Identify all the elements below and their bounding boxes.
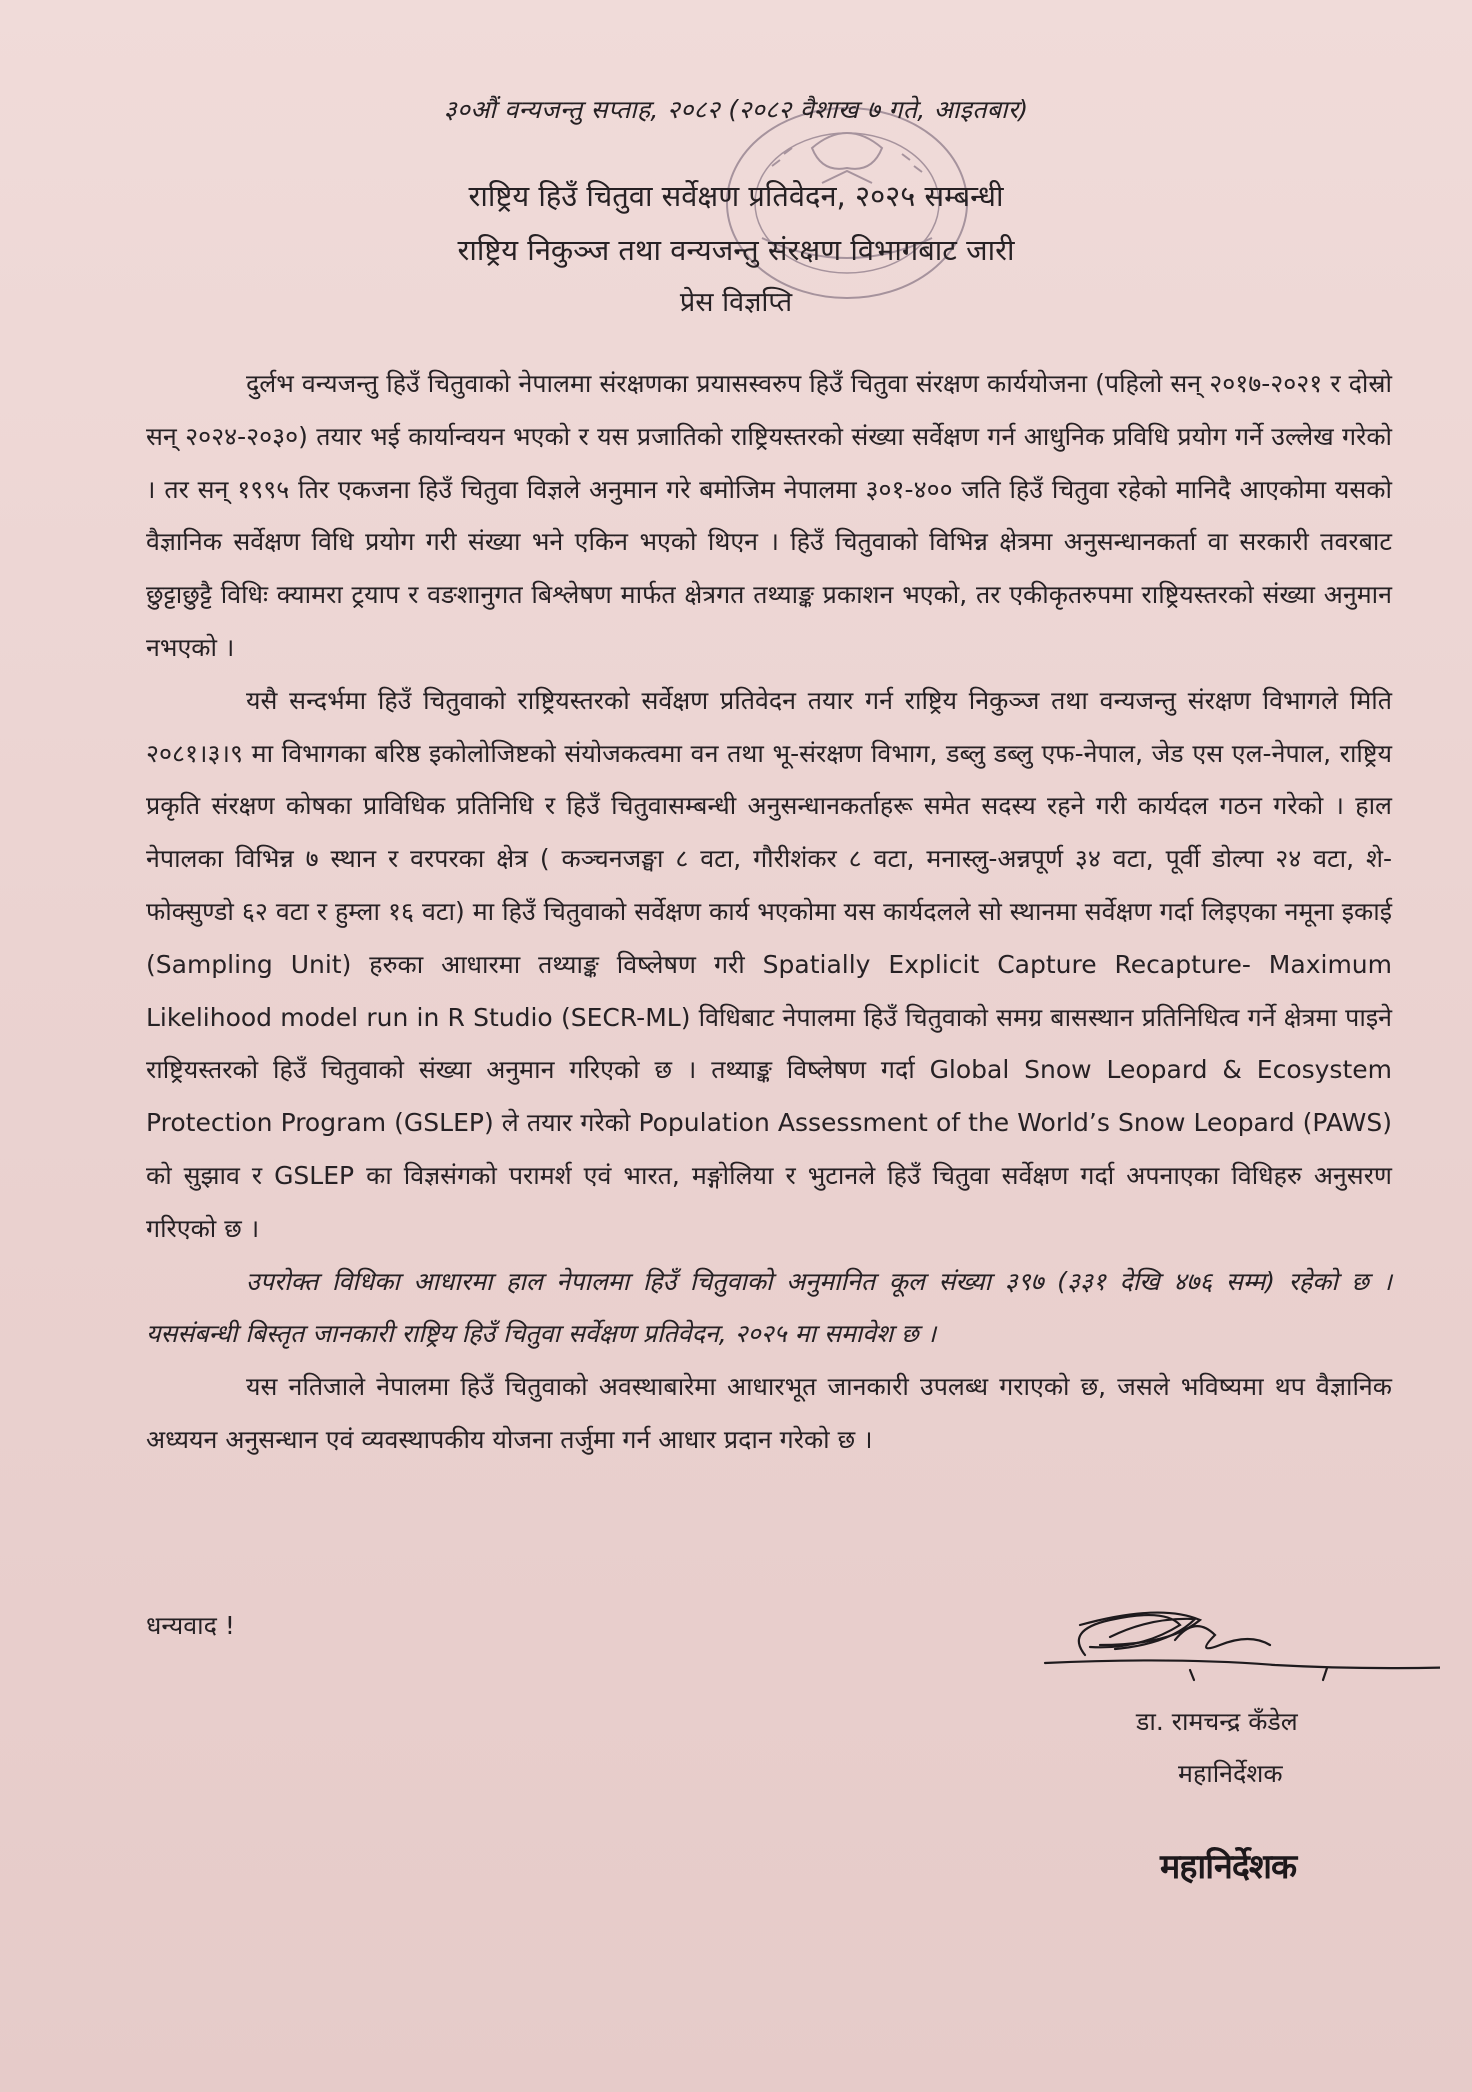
paragraph-background: दुर्लभ वन्यजन्तु हिउँ चितुवाको नेपालमा संरक्षणका प्रयासस्वरुप हिउँ चितुवा संरक्षण कार्ययोजना (पहिलो सन् २०१७-२०२१ र दोस्रो सन् २०२४-२०३०) तयार भई कार्यान्वयन भएको र यस प्रजातिको राष्ट्रियस्तरको संख्या सर्वेक्षण गर्न आधुनिक प्रविधि प्रयोग गर्ने उल्लेख गरेको । तर सन् १९९५ तिर एकजना हिउँ चितुवा विज्ञले अनुमान गरे बमोजिम नेपालमा ३०१-४०० जति हिउँ चितुवा रहेको मानिदै आएकोमा यसको वैज्ञानिक सर्वेक्षण विधि प्रयोग गरी संख्या भने एकिन भएको थिएन । हिउँ चितुवाको विभिन्न क्षेत्रमा अनुसन्धानकर्ता वा सरकारी तवरबाट छुट्टाछुट्टै विधिः क्यामरा ट्रयाप र वङशानुगत बिश्लेषण मार्फत क्षेत्रगत तथ्याङ्क प्रकाशन भएको, तर एकीकृतरुपमा राष्ट्रियस्तरको संख्या अनुमान नभएको । <box>146 369 1392 662</box>
paragraph-conclusion: यस नतिजाले नेपालमा हिउँ चितुवाको अवस्थाबारेमा आधारभूत जानकारी उपलब्ध गराएको छ, जसले भविष्यमा थप वैज्ञानिक अध्ययन अनुसन्धान एवं व्यवस्थापकीय योजना तर्जुमा गर्न आधार प्रदान गरेको छ । <box>146 1372 1392 1454</box>
signatory-title: महानिर्देशक <box>1178 1759 1283 1788</box>
occasion-line: ३०औं वन्यजन्तु सप्ताह, २०८२ (२०८२ वैशाख ७ गते, आइतबार) <box>443 95 1029 124</box>
press-release-body <box>146 358 1392 1467</box>
page-title-line-1: राष्ट्रिय हिउँ चितुवा सर्वेक्षण प्रतिवेदन, २०२५ सम्बन्धी <box>468 179 1004 213</box>
title-stamp: महानिर्देशक <box>1160 1847 1297 1887</box>
signatory-name: डा. रामचन्द्र कँडेल <box>1136 1707 1298 1736</box>
paragraph-methodology: यसै सन्दर्भमा हिउँ चितुवाको राष्ट्रियस्तरको सर्वेक्षण प्रतिवेदन तयार गर्न राष्ट्रिय निकुञ्ज तथा वन्यजन्तु संरक्षण विभागले मिति २०८१।३।९ मा विभागका बरिष्ठ इकोलोजिष्टको संयोजकत्वमा वन तथा भू-संरक्षण विभाग, डब्लु डब्लु एफ-नेपाल, जेड एस एल-नेपाल, राष्ट्रिय प्रकृति संरक्षण कोषका प्राविधिक प्रतिनिधि र हिउँ चितुवासम्बन्धी अनुसन्धानकर्ताहरू समेत सदस्य रहने गरी कार्यदल गठन गरेको । हाल नेपालका विभिन्न ७ स्थान र वरपरका क्षेत्र ( कञ्चनजङ्घा ८ वटा, गौरीशंकर ८ वटा, मनास्लु-अन्नपूर्ण ३४ वटा, पूर्वी डोल्पा २४ वटा, शे-फोक्सुण्डो ६२ वटा र हुम्ला १६ वटा) मा हिउँ चितुवाको सर्वेक्षण कार्य भएकोमा यस कार्यदलले सो स्थानमा सर्वेक्षण गर्दा लिइएका नमूना इकाई (Sampling Unit) हरुका आधारमा तथ्याङ्क विष्लेषण गरी Spatially Explicit Capture Recapture- Maximum Likelihood model run in R Studio (SECR-ML) विधिबाट नेपालमा हिउँ चितुवाको समग्र बासस्थान प्रतिनिधित्व गर्ने क्षेत्रमा पाइने राष्ट्रियस्तरको हिउँ चितुवाको संख्या अनुमान गरिएको छ । तथ्याङ्क विष्लेषण गर्दा Global Snow Leopard & Ecosystem Protection Program (GSLEP) ले तयार गरेको Population Assessment of the World’s Snow Leopard (PAWS) को सुझाव र GSLEP का विज्ञसंगको परामर्श एवं भारत, मङ्गोलिया र भुटानले हिउँ चितुवा सर्वेक्षण गर्दा अपनाएका विधिहरु अनुसरण गरिएको छ । <box>146 685 1392 1243</box>
page-title-line-2: राष्ट्रिय निकुञ्ज तथा वन्यजन्तु संरक्षण विभागबाट जारी <box>457 233 1015 267</box>
page-title-press-release: प्रेस विज्ञप्ति <box>679 287 793 318</box>
closing-thanks: धन्यवाद ! <box>146 1611 235 1640</box>
paragraph-result: उपरोक्त विधिका आधारमा हाल नेपालमा हिउँ चितुवाको अनुमानित कूल संख्या ३९७ (३३१ देखि ४७६ सम्म) रहेको छ । यससंबन्धी बिस्तृत जानकारी राष्ट्रिय हिउँ चितुवा सर्वेक्षण प्रतिवेदन, २०२५ मा समावेश छ । <box>146 1266 1392 1349</box>
